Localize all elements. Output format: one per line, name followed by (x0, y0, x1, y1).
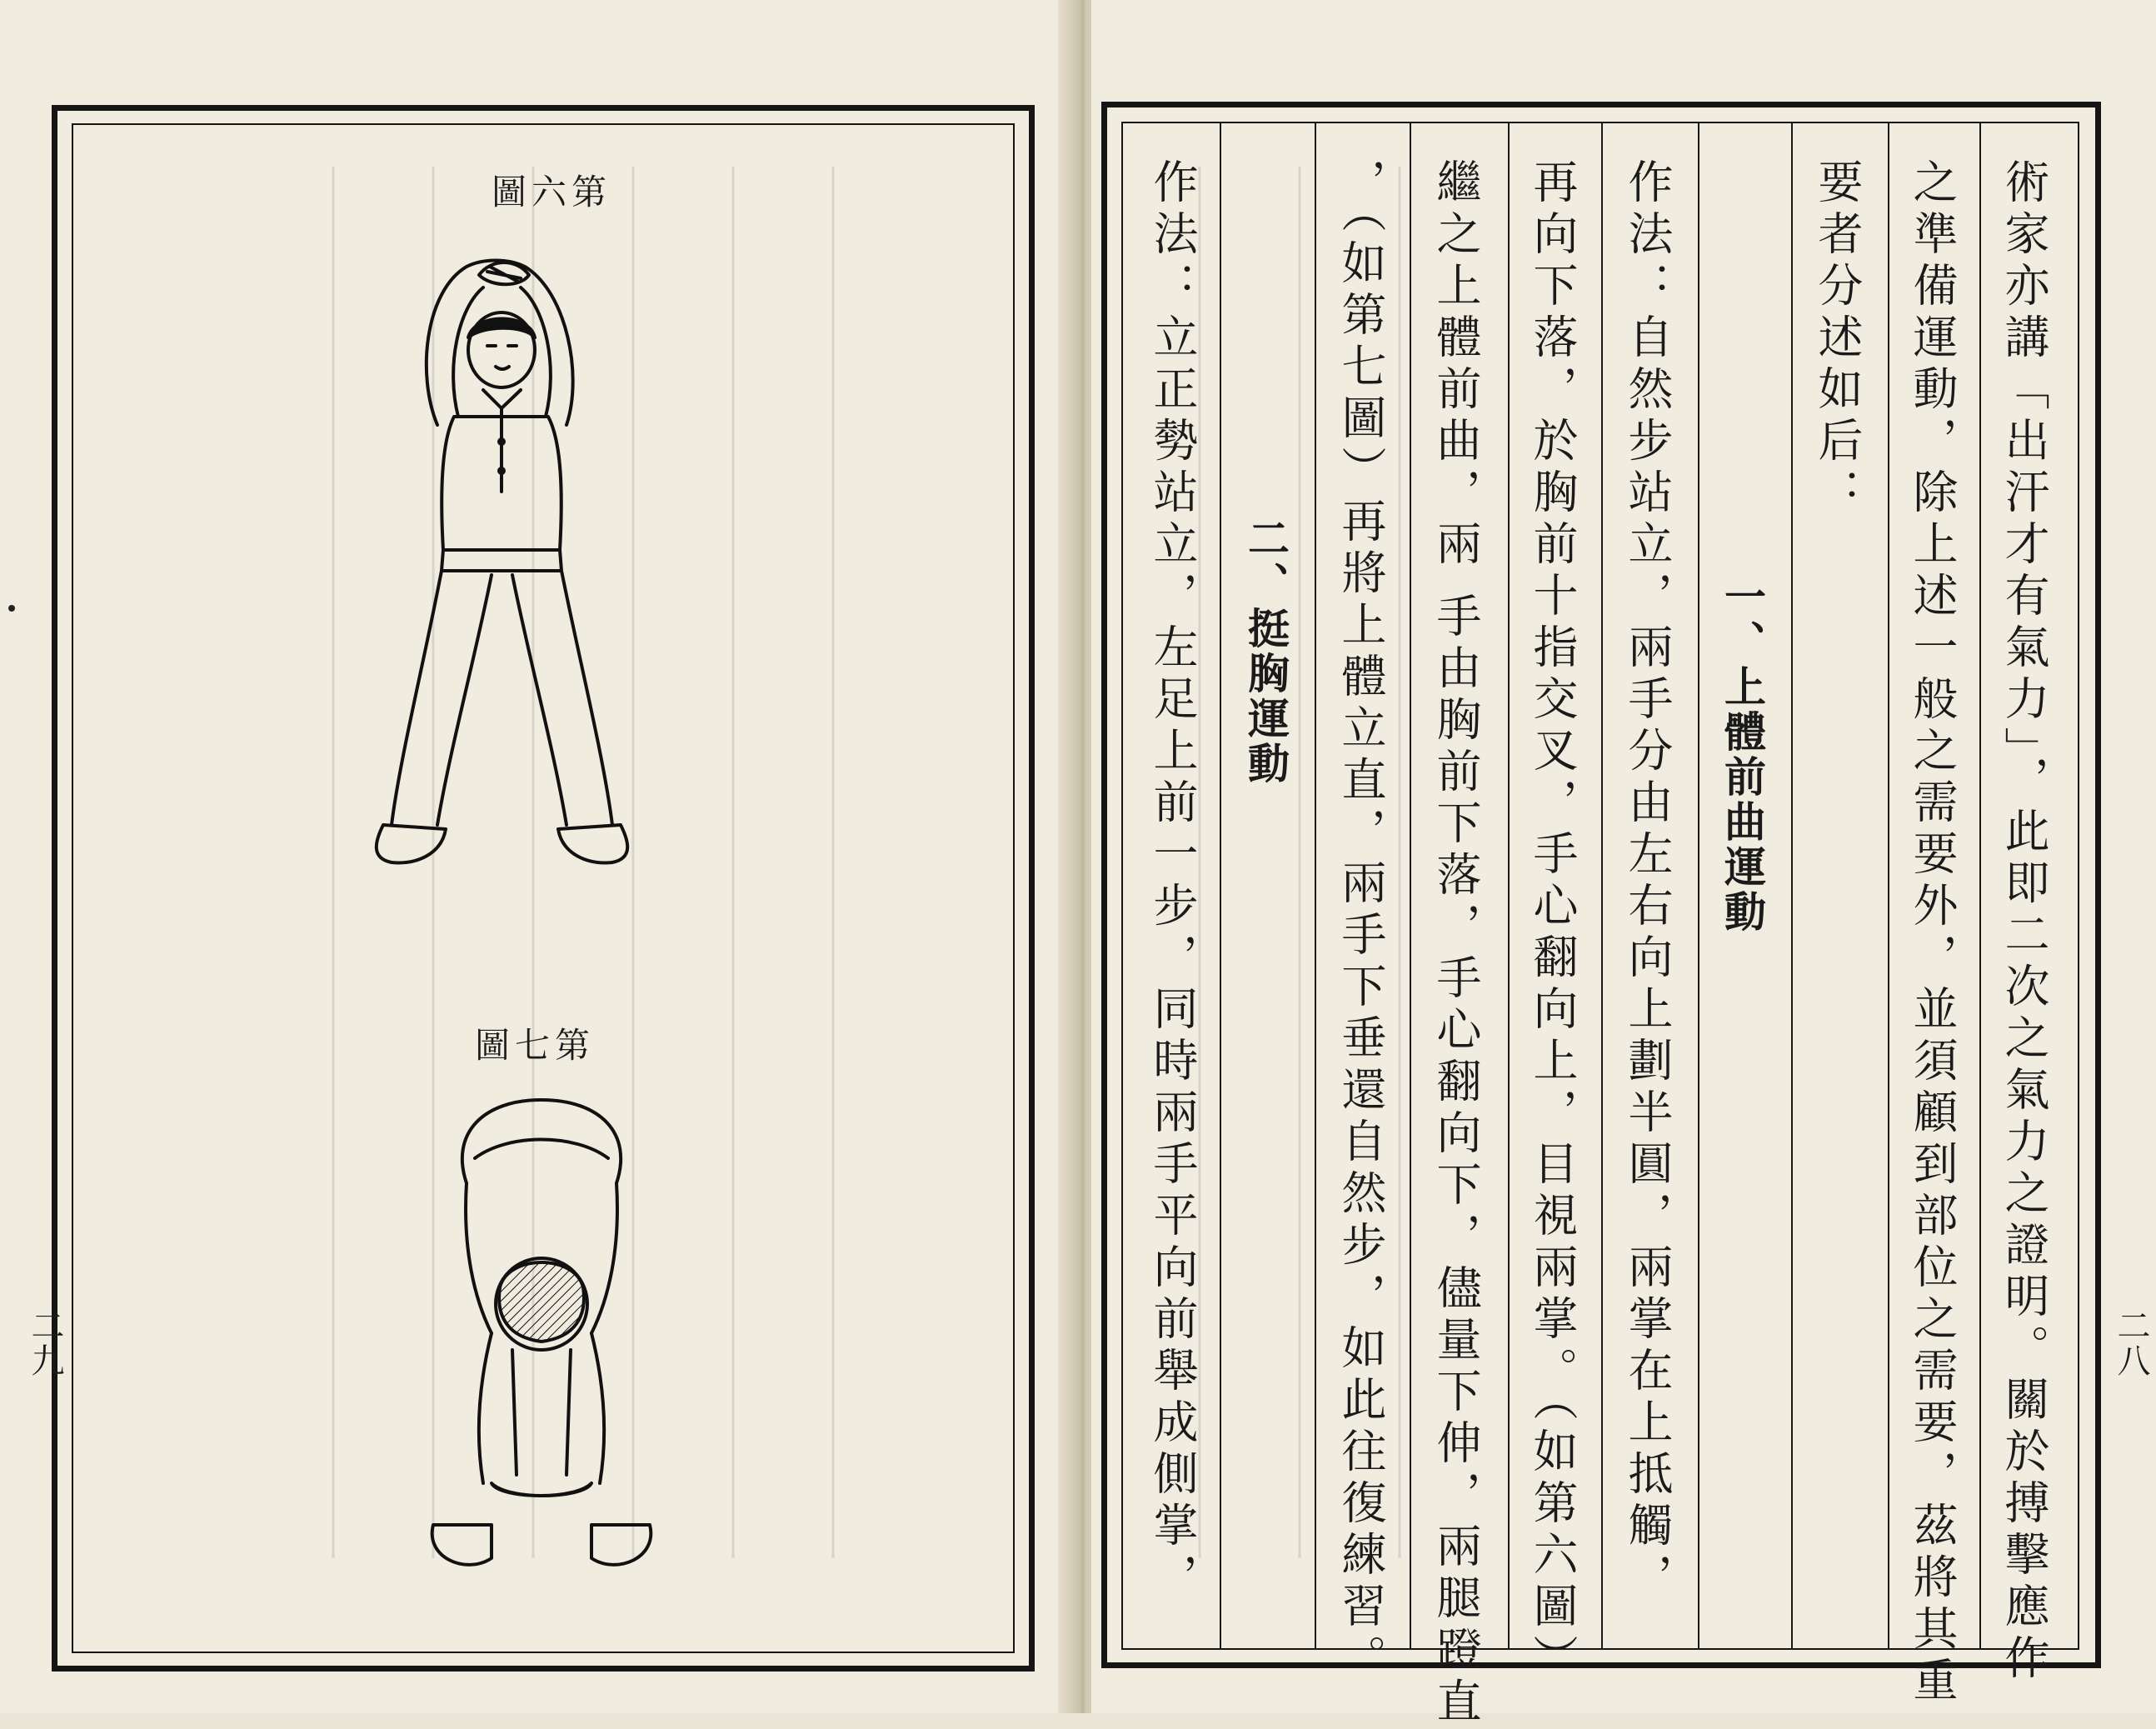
column-rule (1410, 122, 1411, 1650)
column-rule (1220, 122, 1221, 1650)
section-heading-1: 一、上體前曲運動 (1718, 575, 1767, 935)
print-speck (8, 605, 15, 612)
column-rule (1979, 122, 1981, 1650)
figure-6-caption: 圖六第 (492, 172, 612, 212)
text-column-1: 術家亦講「出汗才有氣力」，此即二次之氣力之證明。關於搏擊應作 (1998, 158, 2050, 1686)
column-rule (1791, 122, 1793, 1650)
text-column-8: ，（如第七圖）再將上體立直，兩手下垂還自然步，如此往復練習。 (1335, 158, 1387, 1686)
text-column-10: 作法：立正勢站立，左足上前一步，同時兩手平向前舉成側掌， (1146, 158, 1199, 1605)
column-rule (1888, 122, 1889, 1650)
text-column-6: 再向下落，於胸前十指交叉，手心翻向上，目視兩掌。（如第六圖） (1526, 158, 1579, 1686)
right-page-number: 二八 (2112, 1308, 2150, 1378)
column-rule (1315, 122, 1316, 1650)
left-page (0, 0, 1075, 1713)
text-column-2: 之準備運動，除上述一般之需要外，並須顧到部位之需要，茲將其重 (1906, 158, 1959, 1708)
text-column-7: 繼之上體前曲，兩 手由胸前下落，手心翻向下，儘量下伸，兩腿蹬直 (1430, 158, 1482, 1729)
text-column-3: 要者分述如后： (1811, 158, 1864, 520)
section-heading-2: 二、挺胸運動 (1241, 517, 1290, 787)
text-column-5: 作法：自然步站立，兩手分由左右向上劃半圓，兩掌在上抵觸， (1621, 158, 1674, 1605)
left-page-number: 二九 (26, 1308, 64, 1378)
figure-7-caption: 圖七第 (475, 1025, 596, 1066)
column-rule (1601, 122, 1603, 1650)
column-rule (1698, 122, 1699, 1650)
column-rule (1508, 122, 1510, 1650)
figure-6-illustration (367, 242, 650, 908)
figure-7-illustration (417, 1083, 666, 1583)
